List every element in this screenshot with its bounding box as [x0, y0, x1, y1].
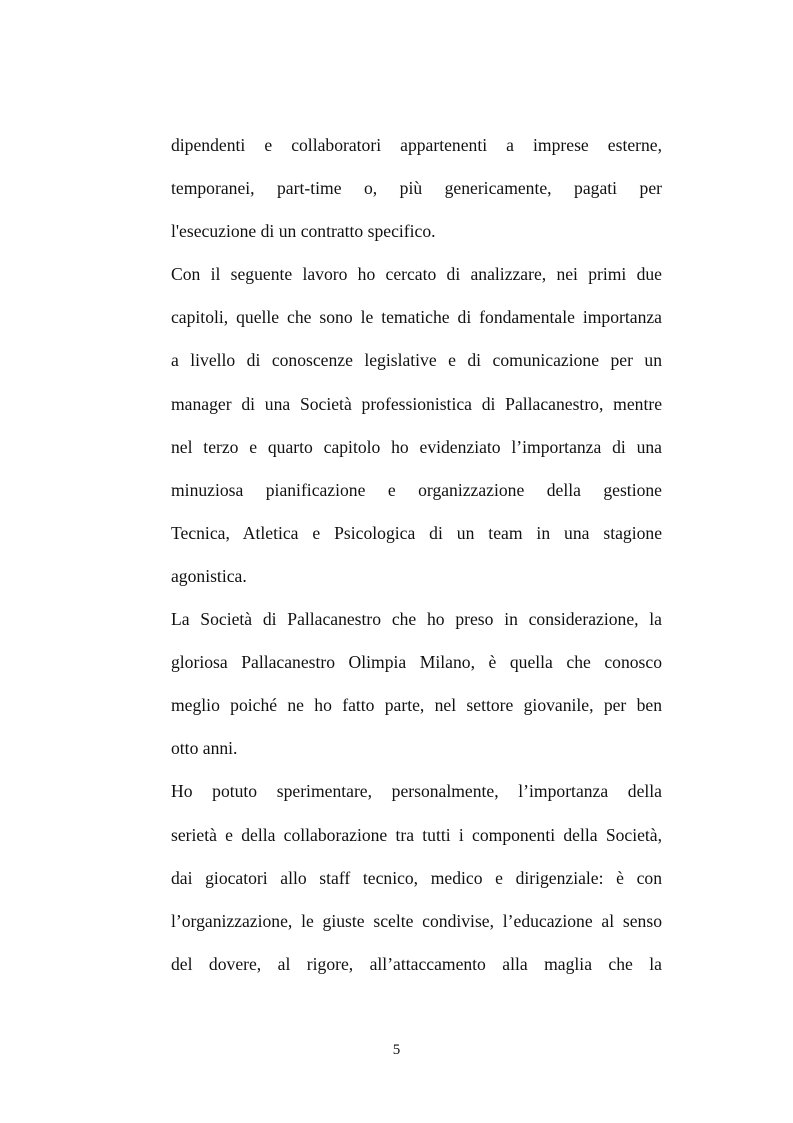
text-line: Ho potuto sperimentare, personalmente, l’importanza della: [171, 781, 662, 802]
text-line: serietà e della collaborazione tra tutti i componenti della Società,: [171, 824, 662, 845]
text-line: l’organizzazione, le giuste scelte condivise, l’educazione al senso: [171, 910, 662, 931]
text-line: l'esecuzione di un contratto specifico.: [171, 221, 436, 242]
text-line: temporanei, part-time o, più genericamente, pagati per: [171, 178, 662, 199]
text-line: Con il seguente lavoro ho cercato di analizzare, nei primi due: [171, 264, 662, 285]
text-line: Tecnica, Atletica e Psicologica di un team in una stagione: [171, 522, 662, 543]
text-line: nel terzo e quarto capitolo ho evidenziato l’importanza di una: [171, 436, 662, 457]
page-number: 5: [392, 1042, 401, 1058]
text-line: gloriosa Pallacanestro Olimpia Milano, è quella che conosco: [171, 652, 662, 673]
text-line: a livello di conoscenze legislative e di comunicazione per un: [171, 350, 662, 371]
text-line: dai giocatori allo staff tecnico, medico e dirigenziale: è con: [171, 867, 662, 888]
text-line: otto anni.: [171, 738, 238, 759]
text-line: dipendenti e collaboratori appartenenti a imprese esterne,: [171, 135, 662, 155]
text-line: agonistica.: [171, 565, 247, 586]
text-line: del dovere, al rigore, all’attaccamento alla maglia che la: [171, 953, 662, 974]
text-line: manager di una Società professionistica di Pallacanestro, mentre: [171, 393, 662, 414]
text-line: La Società di Pallacanestro che ho preso in considerazione, la: [171, 609, 662, 630]
text-line: minuziosa pianificazione e organizzazione della gestione: [171, 479, 662, 500]
text-line: meglio poiché ne ho fatto parte, nel settore giovanile, per ben: [171, 695, 662, 716]
body-text: [171, 127, 662, 989]
text-line: capitoli, quelle che sono le tematiche di fondamentale importanza: [171, 307, 662, 328]
